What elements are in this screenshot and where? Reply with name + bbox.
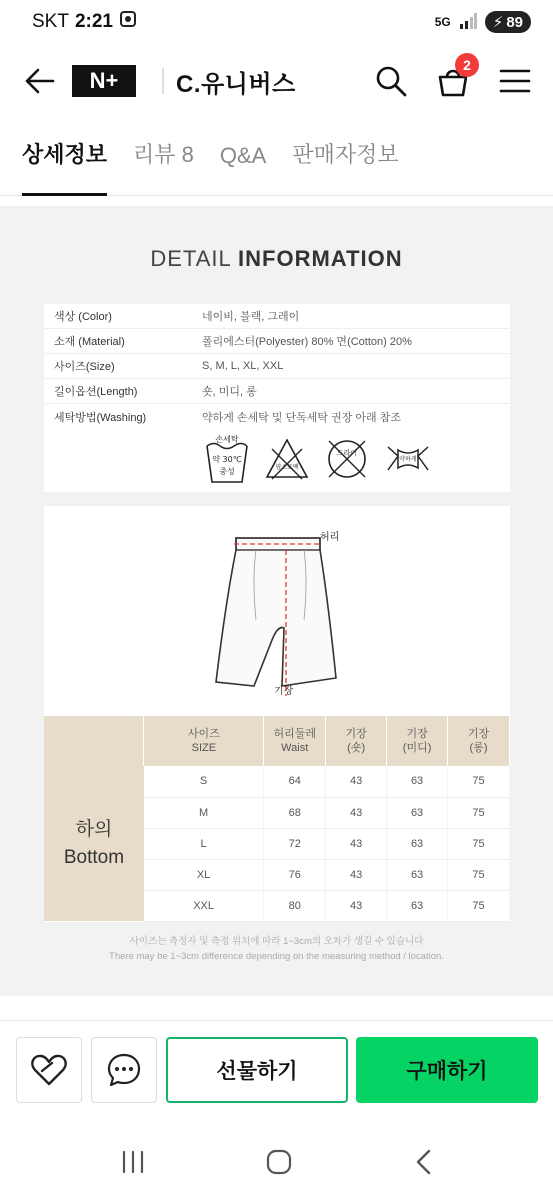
info-key: 길이옵션(Length) (54, 386, 138, 398)
bottom-category-label (44, 766, 144, 921)
brand-badge: N+ (89, 68, 119, 93)
bleach-label: 염소표백 (275, 464, 299, 471)
cart-button[interactable] (435, 57, 471, 99)
size-table-header (44, 716, 510, 766)
table-cell: 75 (448, 890, 510, 921)
wash-symbols (204, 432, 432, 486)
gentle-label: 약하게 (399, 456, 417, 463)
detail-title (0, 246, 553, 272)
table-cell: 75 (448, 828, 510, 859)
table-cell: 43 (326, 766, 387, 797)
table-cell: S (144, 766, 264, 797)
info-key: 소재 (Material) (54, 336, 125, 348)
table-cell: 72 (264, 828, 326, 859)
waist-label: 허리 (320, 532, 340, 543)
info-key: 사이즈(Size) (54, 361, 115, 373)
size-table (44, 716, 510, 922)
no-dry-clean-icon (324, 436, 370, 482)
header-divider (162, 68, 164, 94)
system-back-button[interactable] (413, 1148, 433, 1181)
nplus-store-badge[interactable] (72, 65, 136, 97)
app-header (0, 44, 553, 118)
info-value: 네이비, 블랙, 그레이 (202, 311, 300, 323)
recent-apps-icon (120, 1150, 146, 1174)
store-name[interactable]: C.유니버스 (176, 70, 296, 98)
header-en: Waist (281, 742, 309, 754)
table-row (44, 766, 510, 797)
table-cell: 64 (264, 766, 326, 797)
detail-title-bold: INFORMATION (238, 246, 403, 271)
measurement-note (0, 934, 553, 964)
header-cell (448, 716, 510, 766)
category-ko: 하의 (75, 818, 113, 840)
header-en: SIZE (191, 742, 217, 754)
table-cell: 63 (387, 859, 448, 890)
table-cell: 68 (264, 797, 326, 828)
gift-button[interactable]: 선물하기 (166, 1037, 348, 1103)
header-ko: 기장 (406, 728, 428, 740)
menu-button[interactable] (497, 63, 533, 99)
table-cell: 43 (326, 859, 387, 890)
table-cell: 43 (326, 828, 387, 859)
gentle-wring-icon (384, 442, 432, 476)
info-row-material (44, 329, 510, 354)
info-row-color (44, 304, 510, 329)
cart-count-badge: 2 (455, 53, 479, 77)
header-cell (264, 716, 326, 766)
table-cell: 75 (448, 766, 510, 797)
hamburger-menu-icon (499, 68, 531, 94)
info-value: 폴리에스터(Polyester) 80% 면(Cotton) 20% (202, 336, 412, 348)
table-cell: 75 (448, 797, 510, 828)
purchase-action-bar (0, 1020, 553, 1120)
search-button[interactable] (373, 63, 409, 99)
info-value: S, M, L, XL, XXL (202, 360, 284, 372)
detail-title-light: DETAIL (150, 246, 239, 271)
note-en: There may be 1~3cm difference depending on the measuring method / location. (109, 951, 444, 962)
clock: 2:21 (74, 11, 113, 32)
header-ko: 허리둘레 (273, 728, 316, 740)
table-cell: 76 (264, 859, 326, 890)
back-button[interactable] (20, 61, 60, 101)
tab-detail-info[interactable]: 상세정보 (22, 138, 107, 195)
wash-hand-label: 손세탁 (215, 435, 239, 444)
battery-indicator (485, 11, 531, 33)
table-cell: 63 (387, 797, 448, 828)
info-value: 숏, 미디, 롱 (202, 386, 257, 398)
home-icon (265, 1148, 293, 1176)
table-cell: 43 (326, 797, 387, 828)
tab-qna[interactable]: Q&A (219, 143, 267, 168)
shorts-diagram (204, 520, 374, 706)
no-bleach-icon (264, 437, 310, 481)
header-cell (387, 716, 448, 766)
header-en: (미디) (402, 742, 432, 754)
carrier: SKT (32, 11, 69, 32)
dry-label: 드라이 (336, 449, 358, 457)
network-label: 5G (434, 15, 451, 29)
wash-temp-label: 약 30℃ (212, 455, 242, 464)
buy-button[interactable]: 구매하기 (356, 1037, 538, 1103)
table-cell: 63 (387, 828, 448, 859)
screenshot-icon (119, 10, 137, 34)
header-cell (144, 716, 264, 766)
product-info-card (44, 304, 510, 492)
arrow-left-icon (25, 68, 55, 94)
chat-button[interactable] (91, 1037, 157, 1103)
status-bar (0, 0, 553, 44)
search-icon (375, 65, 407, 97)
info-key: 세탁방법(Washing) (54, 411, 147, 424)
wishlist-button[interactable] (16, 1037, 82, 1103)
hand-wash-icon (204, 432, 250, 486)
info-row-length (44, 379, 510, 404)
signal-icon (459, 13, 477, 32)
table-cell: 63 (387, 766, 448, 797)
tab-reviews[interactable]: 리뷰 8 (133, 142, 194, 167)
table-cell: 43 (326, 890, 387, 921)
length-label: 기장 (274, 686, 294, 697)
chevron-left-icon (413, 1148, 433, 1176)
header-ko: 기장 (345, 728, 367, 740)
battery-level: 89 (506, 13, 523, 31)
info-key: 색상 (Color) (54, 311, 112, 323)
info-value: 약하게 손세탁 및 단독세탁 권장 아래 참조 (202, 411, 401, 424)
chat-bubble-icon (106, 1052, 142, 1088)
note-ko: 사이즈는 측정자 및 측정 위치에 따라 1~3cm의 오차가 생길 수 있습니다 (129, 936, 424, 947)
header-cell (326, 716, 387, 766)
info-row-washing (44, 404, 510, 429)
recent-apps-button[interactable] (120, 1150, 146, 1179)
bolt-icon: ⚡ (492, 14, 504, 31)
info-row-size (44, 354, 510, 379)
category-en: Bottom (63, 846, 125, 868)
wash-neutral-label: 중성 (219, 467, 235, 476)
heart-icon (30, 1053, 68, 1087)
header-ko: 기장 (467, 728, 490, 740)
table-cell: L (144, 828, 264, 859)
home-button[interactable] (265, 1148, 293, 1181)
tab-seller-info[interactable]: 판매자정보 (292, 142, 399, 167)
table-cell: 80 (264, 890, 326, 921)
table-cell: XL (144, 859, 264, 890)
header-ko: 사이즈 (187, 728, 220, 740)
header-en: (롱) (469, 742, 488, 754)
detail-image (0, 206, 553, 996)
system-nav-bar (0, 1128, 553, 1200)
table-cell: XXL (144, 890, 264, 921)
table-cell: M (144, 797, 264, 828)
table-cell: 63 (387, 890, 448, 921)
header-en: (숏) (347, 742, 366, 754)
header-spacer (44, 716, 144, 766)
product-tabs (0, 118, 553, 196)
size-guide-card (44, 506, 510, 922)
table-cell: 75 (448, 859, 510, 890)
